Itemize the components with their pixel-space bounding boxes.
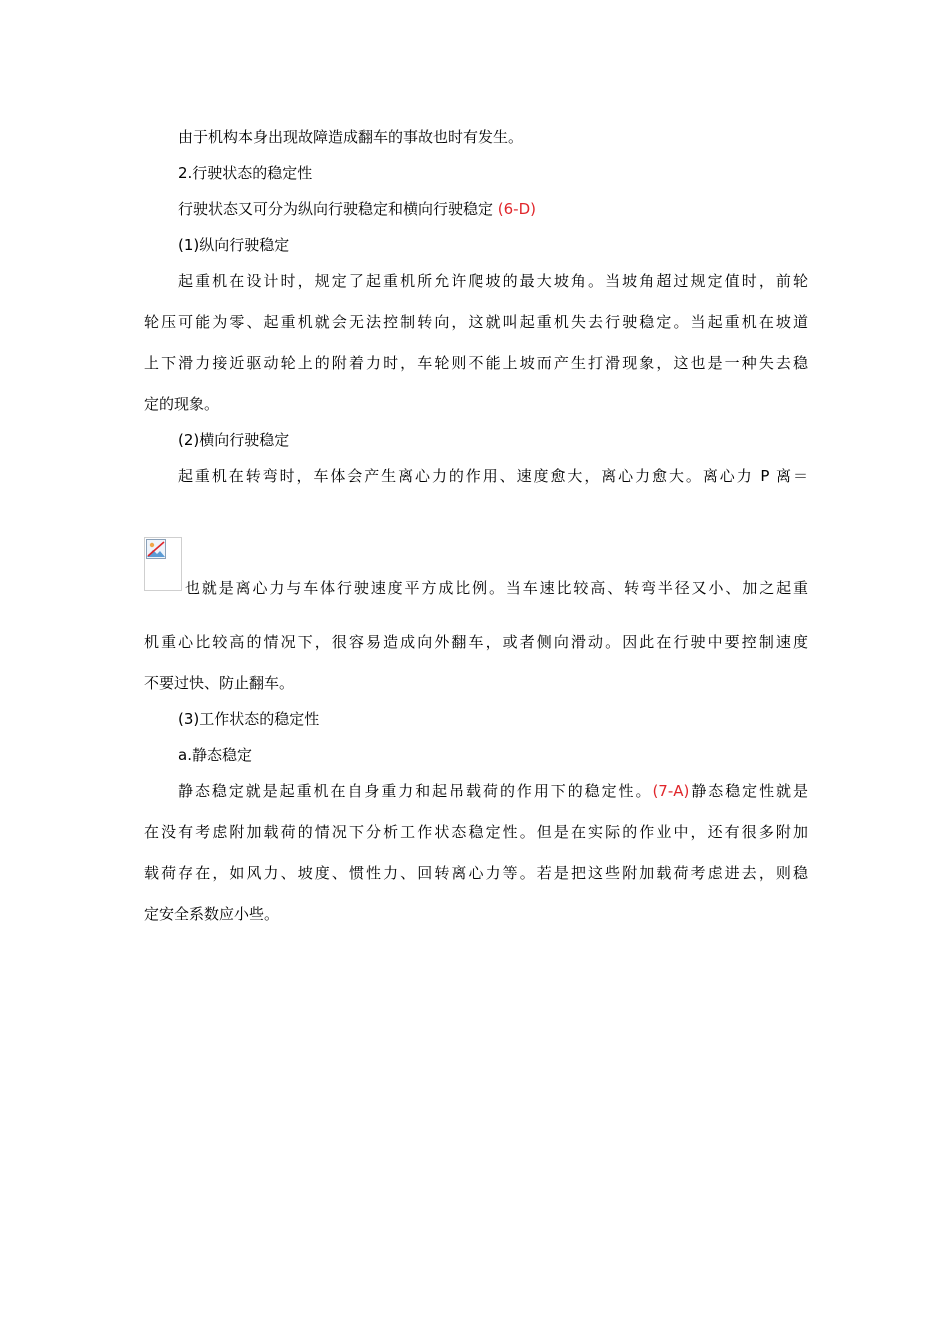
paragraph-driving-types: [178, 199, 808, 219]
paragraph-lateral-line-4: 不要过快、防止翻车。: [144, 674, 295, 692]
paragraph-static-line-2: 在没有考虑附加载荷的情况下分析工作状态稳定性。但是在实际的作业中，还有很多附加: [144, 823, 808, 841]
paragraph-lateral-line-3: 机重心比较高的情况下，很容易造成向外翻车，或者侧向滑动。因此在行驶中要控制速度: [144, 633, 808, 651]
heading-working-stability: (3)工作状态的稳定性: [178, 710, 320, 728]
paragraph-static-line-1: [178, 781, 808, 801]
static-definition-text: 静态稳定就是起重机在自身重力和起吊载荷的作用下的稳定性。: [178, 782, 653, 800]
static-definition-tail: 静态稳定性就是: [689, 782, 808, 800]
paragraph-lateral-line-1: 起重机在转弯时，车体会产生离心力的作用、速度愈大，离心力愈大。离心力 P 离＝: [178, 467, 808, 485]
paragraph-longitudinal-line-1: 起重机在设计时，规定了起重机所允许爬坡的最大坡角。当坡角超过规定值时，前轮: [178, 272, 808, 290]
paragraph-longitudinal-line-3: 上下滑力接近驱动轮上的附着力时，车轮则不能上坡而产生打滑现象，这也是一种失去稳: [144, 354, 808, 372]
paragraph-static-line-3: 载荷存在，如风力、坡度、惯性力、回转离心力等。若是把这些附加载荷考虑进去，则稳: [144, 864, 808, 882]
paragraph-lateral-line-2: 也就是离心力与车体行驶速度平方成比例。当车速比较高、转弯半径又小、加之起重: [185, 579, 808, 597]
paragraph-accident-note: 由于机构本身出现故障造成翻车的事故也时有发生。: [178, 128, 524, 146]
reference-6-d: (6-D): [497, 200, 536, 218]
heading-driving-stability: 2.行驶状态的稳定性: [178, 164, 313, 182]
heading-longitudinal-stability: (1)纵向行驶稳定: [178, 236, 290, 254]
paragraph-longitudinal-line-2: 轮压可能为零、起重机就会无法控制转向，这就叫起重机失去行驶稳定。当起重机在坡道: [144, 313, 808, 331]
reference-7-a: (7-A): [652, 782, 690, 800]
paragraph-static-line-4: 定安全系数应小些。: [144, 905, 280, 923]
formula-image-placeholder: [144, 537, 182, 591]
heading-static-stability: a.静态稳定: [178, 746, 252, 764]
driving-types-text: 行驶状态又可分为纵向行驶稳定和横向行驶稳定: [178, 200, 498, 218]
heading-lateral-stability: (2)横向行驶稳定: [178, 431, 290, 449]
broken-image-icon: [146, 539, 166, 559]
paragraph-longitudinal-line-4: 定的现象。: [144, 395, 220, 413]
